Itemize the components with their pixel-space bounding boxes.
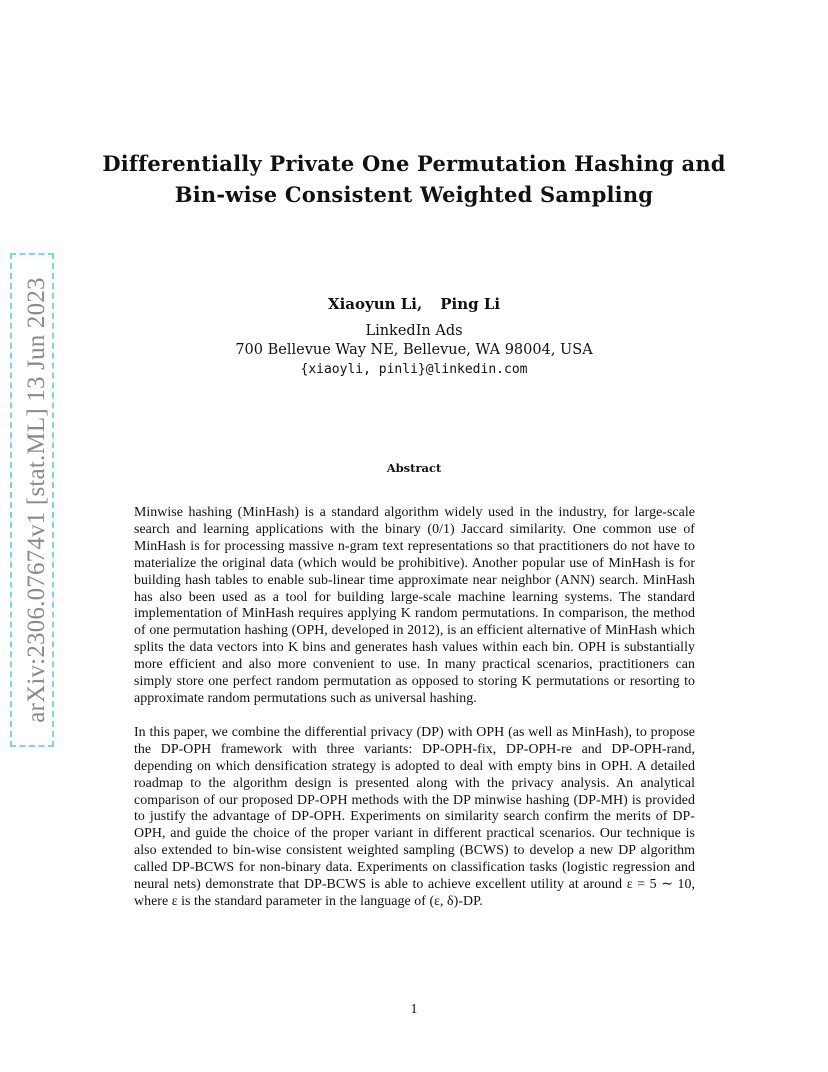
affiliation-block bbox=[0, 322, 828, 379]
affiliation-org: LinkedIn Ads bbox=[365, 323, 463, 339]
author-name: Ping Li bbox=[440, 295, 501, 313]
author-email: {xiaoyli, pinli}@linkedin.com bbox=[300, 362, 528, 377]
author-list bbox=[0, 294, 828, 314]
abstract-paragraph: In this paper, we combine the differential privacy (DP) with OPH (as well as MinHash), to propose the DP-OPH framework with three variants: DP-OPH-fix, DP-OPH-re and DP-OPH-rand, depending on which densification strategy is adopted to deal with empty bins in OPH. A detailed roadmap to the algorithm design is presented along with the privacy analysis. An analytical comparison of our proposed DP-OPH methods with the DP minwise hashing (DP-MH) is provided to justify the advantage of DP-OPH. Experiments on similarity search confirm the merits of DP-OPH, and guide the choice of the proper variant in different practical scenarios. Our technique is also extended to bin-wise consistent weighted sampling (BCWS) to develop a new DP algorithm called DP-BCWS for non-binary data. Experiments on classification tasks (logistic regression and neural nets) demonstrate that DP-BCWS is able to achieve excellent utility at around ε = 5 ∼ 10, where ε is the standard parameter in the language of (ε, δ)-DP. bbox=[134, 724, 695, 909]
paper-title bbox=[100, 148, 728, 210]
abstract-heading: Abstract bbox=[386, 461, 442, 475]
title-line-2: Bin-wise Consistent Weighted Sampling bbox=[174, 182, 654, 207]
author-name: Xiaoyun Li, bbox=[327, 295, 423, 313]
arxiv-identifier: arXiv:2306.07674v1 [stat.ML] 13 Jun 2023 bbox=[23, 277, 50, 723]
title-line-1: Differentially Private One Permutation Hashing and bbox=[102, 151, 726, 176]
page-number: 1 bbox=[410, 1002, 418, 1017]
abstract-body bbox=[134, 505, 695, 911]
affiliation-address: 700 Bellevue Way NE, Bellevue, WA 98004, USA bbox=[235, 342, 593, 358]
abstract-paragraph: Minwise hashing (MinHash) is a standard algorithm widely used in the industry, for large-scale search and learning applications with the binary (0/1) Jaccard similarity. One common use of MinHash is for processing massive n-gram text representations so that practitioners do not have to materialize the original data (which would be prohibitive). Another popular use of MinHash is for building hash tables to enable sub-linear time approximate near neighbor (ANN) search. MinHash has also been used as a tool for building large-scale machine learning systems. The standard implementation of MinHash requires applying K random permutations. In comparison, the method of one permutation hashing (OPH, developed in 2012), is an efficient alternative of MinHash which splits the data vectors into K bins and generates hash values within each bin. OPH is substantially more efficient and also more convenient to use. In many practical scenarios, practitioners can simply store one perfect random permutation as opposed to storing K permutations or resorting to approximate random permutations such as universal hashing. bbox=[134, 505, 695, 706]
